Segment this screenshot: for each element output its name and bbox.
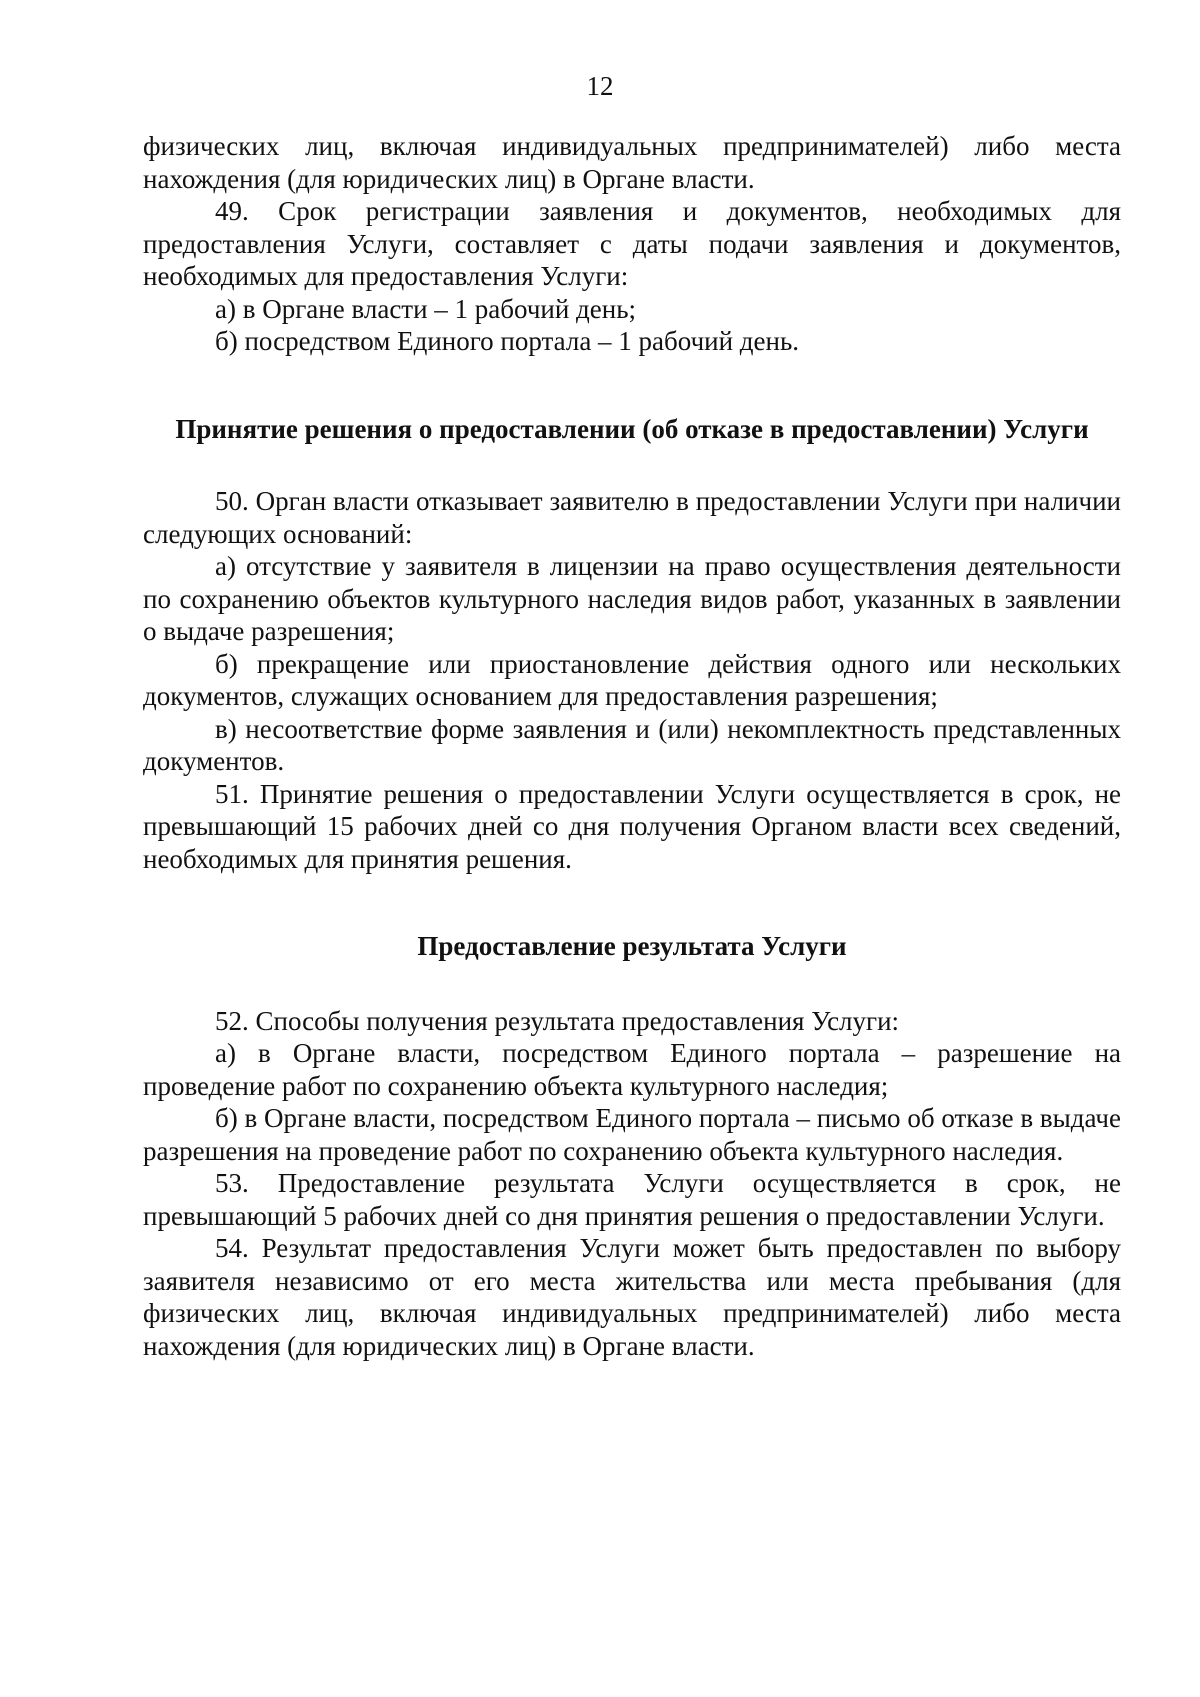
paragraph-51: 51. Принятие решения о предоставлении Услуги осуществляется в срок, не превышающий 15 рабочих дней со дня получения Органом власти всех сведений, необходимых для принятия решения. bbox=[143, 778, 1121, 874]
paragraph-49: 49. Срок регистрации заявления и документов, необходимых для предоставления Услуги, составляет с даты подачи заявления и документов, необходимых для предоставления Услуги: bbox=[143, 196, 1121, 291]
page-number: 12 bbox=[586, 71, 614, 101]
paragraph-53: 53. Предоставление результата Услуги осуществляется в срок, не превышающий 5 рабочих дней со дня принятия решения о предоставлении Услуги. bbox=[143, 1168, 1121, 1231]
paragraph-50: 50. Орган власти отказывает заявителю в предоставлении Услуги при наличии следующих оснований: bbox=[143, 486, 1121, 549]
result-section bbox=[143, 930, 1121, 1362]
document-body bbox=[143, 130, 1121, 1362]
paragraph-54: 54. Результат предоставления Услуги может быть предоставлен по выбору заявителя независимо от его места жительства или места пребывания (для физических лиц, включая индивидуальных предпринимателей) либо места нахождения (для юридических лиц) в Органе власти. bbox=[143, 1233, 1121, 1361]
paragraph-50c: в) несоответствие форме заявления и (или) некомплектность представленных документов. bbox=[143, 713, 1121, 776]
paragraph-50a: а) отсутствие у заявителя в лицензии на право осуществления деятельности по сохранению объектов культурного наследия видов работ, указанных в заявлении о выдаче разрешения; bbox=[143, 551, 1121, 646]
paragraph-52: 52. Способы получения результата предоставления Услуги: bbox=[215, 1005, 900, 1036]
section-heading-result: Предоставление результата Услуги bbox=[417, 931, 847, 961]
paragraph-continuation: физических лиц, включая индивидуальных предпринимателей) либо места нахождения (для юридических лиц) в Органе власти. bbox=[143, 131, 1121, 194]
section-heading-decision: Принятие решения о предоставлении (об отказе в предоставлении) Услуги bbox=[175, 413, 1089, 444]
paragraph-50b: б) прекращение или приостановление действия одного или нескольких документов, служащих основанием для предоставления разрешения; bbox=[143, 648, 1121, 711]
paragraph-52b: б) в Органе власти, посредством Единого портала – письмо об отказе в выдаче разрешения на проведение работ по сохранению объекта культурного наследия. bbox=[143, 1103, 1121, 1166]
paragraph-49a: а) в Органе власти – 1 рабочий день; bbox=[215, 293, 637, 324]
decision-section bbox=[143, 413, 1121, 876]
paragraph-52a: а) в Органе власти, посредством Единого портала – разрешение на проведение работ по сохранению объекта культурного наследия; bbox=[143, 1038, 1121, 1101]
paragraph-49b: б) посредством Единого портала – 1 рабочий день. bbox=[215, 326, 800, 356]
intro-section bbox=[143, 130, 1121, 358]
